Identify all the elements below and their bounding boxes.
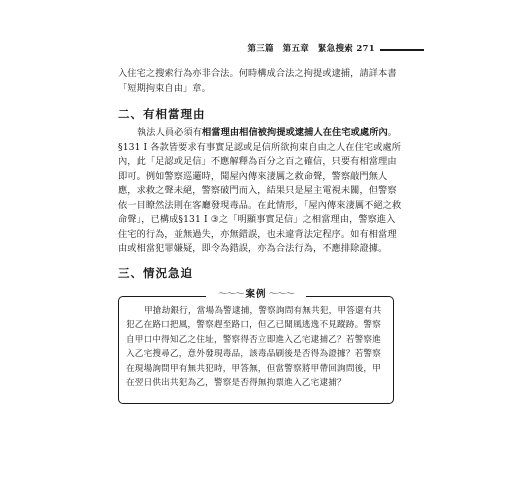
running-head-text: 第三篇 第五章 緊急搜索 271 bbox=[247, 44, 375, 54]
case-tab-label: 案例 bbox=[245, 289, 267, 300]
tab-ornament-right: ～～～ bbox=[266, 289, 295, 300]
case-body: 甲搶劫銀行，當場為警逮捕，警察詢問有無共犯，甲答還有共犯乙在路口把風，警察趕至路口，但乙已聞風逃逸不見蹤跡。警察自甲口中得知乙之住址，警察得否立即進入乙宅逮捕乙？若警察進入乙宅搜尋乙，意外發現毒品，該毒品刷後是否得為證據？若警察在現場詢問甲有無共犯時，甲答無，但當警察將甲帶回詢問後，甲在翌日供出共犯為乙，警察是否得無拘票進入乙宅逮捕？ bbox=[126, 306, 382, 389]
paragraph-body: 。§131 I 各款皆要求有事實足認或足信所欲拘束自由之人在住宅或處所內，此「足認或足信」不應解釋為百分之百之確信，只要有相當理由即可。例如警察巡邏時，聞屋內傳來淒厲之救命聲，警察敲門無人應，求救之聲未絕，警察破門而入，結果只是屋主電視未關，但警察依一目瞭然法則在客廳發現毒品。在此情形，「屋內傳來淒厲不絕之救命聲」，已構成§131 I ③之「明顯事實足信」之相當理由，警察進入住宅的行為，並無過失，亦無錯誤，也未違背法定程序。如有相當理由或相當犯罪嫌疑，即令為錯誤，亦為合法行為，不應排除證據。 bbox=[118, 127, 402, 254]
section-heading-probable-cause: 二、有相當理由 bbox=[118, 107, 206, 121]
running-header bbox=[0, 42, 520, 56]
section-heading-exigency: 三、情況急迫 bbox=[118, 266, 193, 280]
intro-paragraph: 入住宅之搜索行為亦非合法。何時構成合法之拘提或逮捕，請詳本書「短期拘束自由」章。 bbox=[118, 68, 397, 94]
tab-ornament-left: ～～～ bbox=[217, 289, 246, 300]
probable-cause-paragraph bbox=[118, 126, 403, 257]
paragraph-emphasis: 相當理由相信被拘提或逮捕人在住宅或處所內 bbox=[202, 127, 388, 138]
paragraph-lead: 執法人員必須有 bbox=[137, 127, 203, 138]
case-tab bbox=[206, 287, 306, 303]
header-rule bbox=[380, 49, 424, 51]
